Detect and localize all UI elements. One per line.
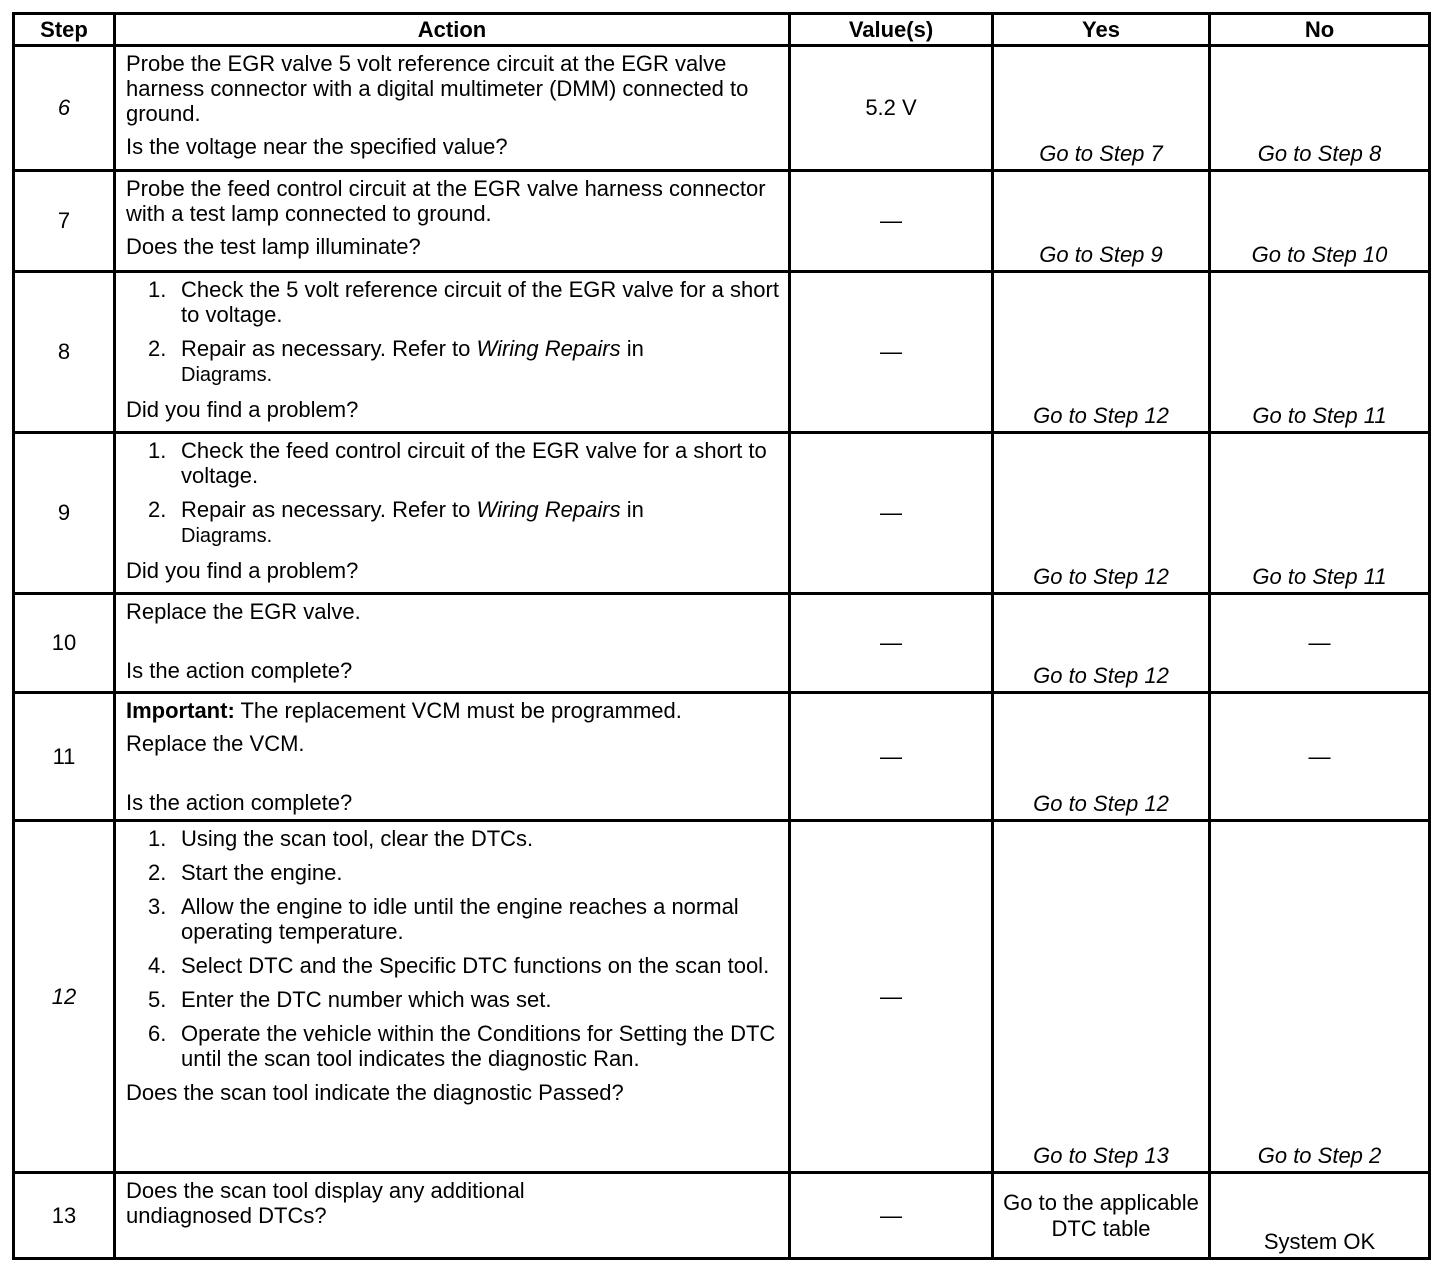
- list-item-number: 3.: [148, 894, 167, 919]
- step-number: 11: [14, 693, 115, 821]
- action-question: Is the voltage near the specified value?: [126, 134, 508, 159]
- list-item-text: Start the engine.: [181, 860, 343, 885]
- list-item: [126, 860, 780, 885]
- yes-cell: Go to Step 12: [993, 594, 1210, 693]
- list-item: [126, 987, 780, 1012]
- yes-cell: Go to Step 12: [993, 433, 1210, 594]
- list-item-number: 2.: [148, 860, 167, 885]
- list-item-number: 1.: [148, 438, 167, 463]
- action-cell: [115, 272, 790, 433]
- list-item-text: Allow the engine to idle until the engine reaches a normal operating temperature.: [181, 894, 739, 944]
- value-cell: —: [790, 693, 993, 821]
- list-item: [126, 826, 780, 851]
- list-item-text: Repair as necessary. Refer to: [181, 336, 477, 361]
- step-number: 8: [14, 272, 115, 433]
- list-item-text: Check the feed control circuit of the EGR valve for a short to voltage.: [181, 438, 767, 488]
- action-text: Does the scan tool display any additional undiagnosed DTCs?: [126, 1178, 525, 1228]
- list-item-text: Operate the vehicle within the Conditions for Setting the DTC until the scan tool indicates the diagnostic Ran.: [181, 1021, 776, 1071]
- header-no: No: [1210, 14, 1430, 46]
- no-cell: —: [1210, 693, 1430, 821]
- diagrams-reference: Diagrams.: [181, 364, 273, 386]
- value-cell: —: [790, 171, 993, 272]
- action-question: Does the scan tool indicate the diagnostic Passed?: [126, 1080, 624, 1105]
- list-item-text: Enter the DTC number which was set.: [181, 987, 552, 1012]
- procedure-list: [126, 277, 780, 388]
- step-number: 7: [14, 171, 115, 272]
- no-cell: —: [1210, 594, 1430, 693]
- step-number: 10: [14, 594, 115, 693]
- table-row-step-8: [14, 272, 1430, 433]
- wiring-repairs-reference: Wiring Repairs: [476, 336, 621, 361]
- yes-cell: Go to the applicable DTC table: [993, 1173, 1210, 1259]
- action-text: Probe the EGR valve 5 volt reference circuit at the EGR valve harness connector with a digital multimeter (DMM) connected to ground.: [126, 51, 749, 126]
- table-row-step-6: [14, 46, 1430, 171]
- list-item-text: in: [620, 336, 644, 361]
- action-question: Did you find a problem?: [126, 397, 359, 422]
- no-cell: Go to Step 10: [1210, 171, 1430, 272]
- action-question: Did you find a problem?: [126, 558, 359, 583]
- header-step: Step: [14, 14, 115, 46]
- action-text: Probe the feed control circuit at the EGR valve harness connector with a test lamp connected to ground.: [126, 176, 766, 226]
- step-number: 13: [14, 1173, 115, 1259]
- action-cell: [115, 821, 790, 1173]
- list-item-number: 2.: [148, 497, 167, 522]
- diagnostic-table-wrapper: [12, 12, 1431, 1260]
- step-number: 12: [14, 821, 115, 1173]
- action-cell: [115, 433, 790, 594]
- list-item-text: Select DTC and the Specific DTC functions on the scan tool.: [181, 953, 770, 978]
- list-item-number: 2.: [148, 336, 167, 361]
- table-row-step-12: [14, 821, 1430, 1173]
- action-question: Does the test lamp illuminate?: [126, 234, 421, 259]
- list-item-number: 6.: [148, 1021, 167, 1046]
- diagnostic-table: [12, 12, 1431, 1260]
- important-note: [126, 698, 780, 723]
- no-cell: Go to Step 2: [1210, 821, 1430, 1173]
- list-item: [126, 277, 780, 327]
- yes-cell: Go to Step 9: [993, 171, 1210, 272]
- list-item: [126, 336, 780, 388]
- procedure-list: [126, 826, 780, 1071]
- table-header-row: [14, 14, 1430, 46]
- list-item-number: 5.: [148, 987, 167, 1012]
- value-cell: —: [790, 594, 993, 693]
- action-cell: [115, 594, 790, 693]
- header-action: Action: [115, 14, 790, 46]
- table-row-step-9: [14, 433, 1430, 594]
- yes-cell: Go to Step 13: [993, 821, 1210, 1173]
- list-item-number: 4.: [148, 953, 167, 978]
- table-row-step-10: [14, 594, 1430, 693]
- step-number: 6: [14, 46, 115, 171]
- table-row-step-7: [14, 171, 1430, 272]
- list-item-text: Check the 5 volt reference circuit of the EGR valve for a short to voltage.: [181, 277, 779, 327]
- wiring-repairs-reference: Wiring Repairs: [476, 497, 621, 522]
- list-item-number: 1.: [148, 826, 167, 851]
- action-cell: [115, 693, 790, 821]
- important-text: The replacement VCM must be programmed.: [234, 698, 682, 723]
- list-item-text: Using the scan tool, clear the DTCs.: [181, 826, 534, 851]
- value-cell: —: [790, 1173, 993, 1259]
- table-row-step-11: [14, 693, 1430, 821]
- table-row-step-13: [14, 1173, 1430, 1259]
- action-cell: [115, 171, 790, 272]
- header-yes: Yes: [993, 14, 1210, 46]
- list-item: [126, 438, 780, 488]
- header-values: Value(s): [790, 14, 993, 46]
- action-text: Replace the EGR valve.: [126, 599, 361, 624]
- value-cell: —: [790, 272, 993, 433]
- step-number: 9: [14, 433, 115, 594]
- list-item-number: 1.: [148, 277, 167, 302]
- value-cell: —: [790, 433, 993, 594]
- no-cell: Go to Step 11: [1210, 433, 1430, 594]
- no-cell: Go to Step 8: [1210, 46, 1430, 171]
- list-item: [126, 497, 780, 549]
- action-question: Is the action complete?: [126, 790, 353, 815]
- no-cell: Go to Step 11: [1210, 272, 1430, 433]
- list-item: [126, 1021, 780, 1071]
- list-item: [126, 953, 780, 978]
- value-cell: —: [790, 821, 993, 1173]
- diagrams-reference: Diagrams.: [181, 525, 273, 547]
- yes-cell: Go to Step 12: [993, 272, 1210, 433]
- action-cell: [115, 46, 790, 171]
- action-text: Replace the VCM.: [126, 731, 305, 756]
- value-cell: 5.2 V: [790, 46, 993, 171]
- no-cell: System OK: [1210, 1173, 1430, 1259]
- list-item-text: Repair as necessary. Refer to: [181, 497, 477, 522]
- list-item-text: in: [620, 497, 644, 522]
- yes-cell: Go to Step 7: [993, 46, 1210, 171]
- list-item: [126, 894, 780, 944]
- action-cell: [115, 1173, 790, 1259]
- procedure-list: [126, 438, 780, 549]
- yes-cell: Go to Step 12: [993, 693, 1210, 821]
- important-label: Important:: [126, 698, 235, 723]
- action-question: Is the action complete?: [126, 658, 353, 683]
